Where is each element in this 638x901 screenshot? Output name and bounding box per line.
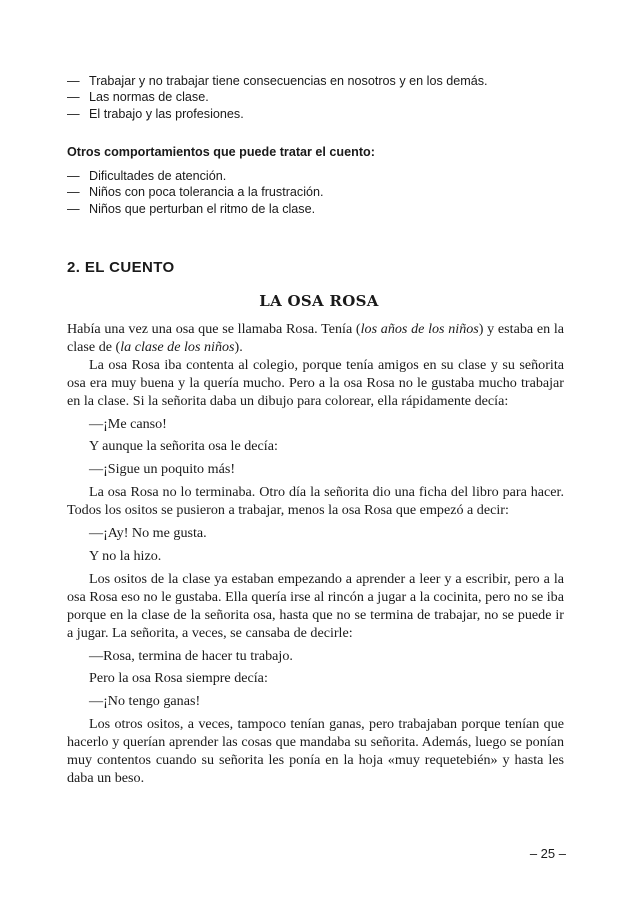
section-heading: 2. EL CUENTO: [67, 259, 175, 276]
dialogue-line: Y aunque la señorita osa le decía:: [89, 438, 278, 455]
story-paragraph: Los ositos de la clase ya estaban empezando a aprender a leer y a escribir, pero a la osa Rosa eso no le gustaba. Ella quería irse al rincón a jugar a la cocinita, pero no se iba porque en la clase de la señorita osa, hasta que no se termina de trabajar, no se puede ir a jugar. La señorita, a veces, se cansaba de decirle:: [67, 570, 564, 641]
list-item-text: Niños que perturban el ritmo de la clase.: [89, 201, 316, 216]
dialogue-line: —Rosa, termina de hacer tu trabajo.: [89, 647, 293, 664]
dialogue-line: —¡Me canso!: [89, 415, 167, 432]
dialogue-line: Y no la hizo.: [89, 547, 162, 564]
dialogue-line: —¡Ay! No me gusta.: [89, 525, 207, 542]
behaviors-list: [67, 168, 564, 217]
others-heading: Otros comportamientos que puede tratar el cuento:: [67, 145, 375, 159]
list-item: [67, 201, 564, 217]
italic-run: la clase de los niños: [120, 338, 235, 355]
list-item-text: Niños con poca tolerancia a la frustración.: [89, 185, 324, 200]
story-paragraph: La osa Rosa no lo terminaba. Otro día la señorita dio una ficha del libro para hacer. Todos los ositos se pusieron a trabajar, menos la osa Rosa que empezó a decir:: [67, 484, 564, 519]
list-item: [67, 184, 564, 200]
story-paragraph: La osa Rosa iba contenta al colegio, porque tenía amigos en su clase y su señorita osa era muy buena y la quería mucho. Pero a la osa Rosa no le gustaba mucho trabajar en la clase. Si la señorita daba un dibujo para colorear, ella rápidamente decía:: [67, 356, 564, 409]
list-item-text: Dificultades de atención.: [89, 169, 227, 183]
list-item: [67, 89, 564, 105]
list-item-text: Las normas de clase.: [89, 90, 209, 105]
text-run: ) y estaba en la clase de (: [67, 321, 564, 355]
dash-marker: —: [67, 169, 80, 183]
story-paragraph: Los otros ositos, a veces, tampoco tenían ganas, pero trabajaban porque tenían que hacerlo y querían aprender las cosas que mandaba su señorita. Además, luego se ponían muy contentos cuando su señorita les ponía en la hoja «muy requetebién» y hasta les daba un beso.: [67, 716, 564, 786]
topics-list: [67, 73, 564, 122]
list-item: [67, 106, 564, 122]
story-title: LA OSA ROSA: [259, 292, 379, 310]
list-item: [67, 73, 564, 89]
list-item: [67, 168, 564, 184]
page-number: – 25 –: [529, 846, 566, 861]
dash-marker: —: [67, 106, 80, 121]
dialogue-line: —¡Sigue un poquito más!: [89, 461, 236, 478]
dialogue-line: —¡No tengo ganas!: [89, 693, 201, 710]
story-body: [67, 321, 564, 788]
dash-marker: —: [67, 90, 80, 105]
list-item-text: El trabajo y las profesiones.: [89, 106, 244, 121]
dash-marker: —: [67, 201, 80, 216]
dash-marker: —: [67, 74, 80, 88]
list-item-text: Trabajar y no trabajar tiene consecuencias en nosotros y en los demás.: [89, 74, 488, 88]
dialogue-line: Pero la osa Rosa siempre decía:: [89, 670, 268, 687]
italic-run: los años de los niños: [360, 321, 479, 337]
text-run: Había una vez una osa que se llamaba Rosa. Tenía (: [67, 321, 361, 337]
text-run: ).: [234, 338, 243, 355]
story-paragraph: [67, 321, 564, 357]
dash-marker: —: [67, 185, 80, 200]
